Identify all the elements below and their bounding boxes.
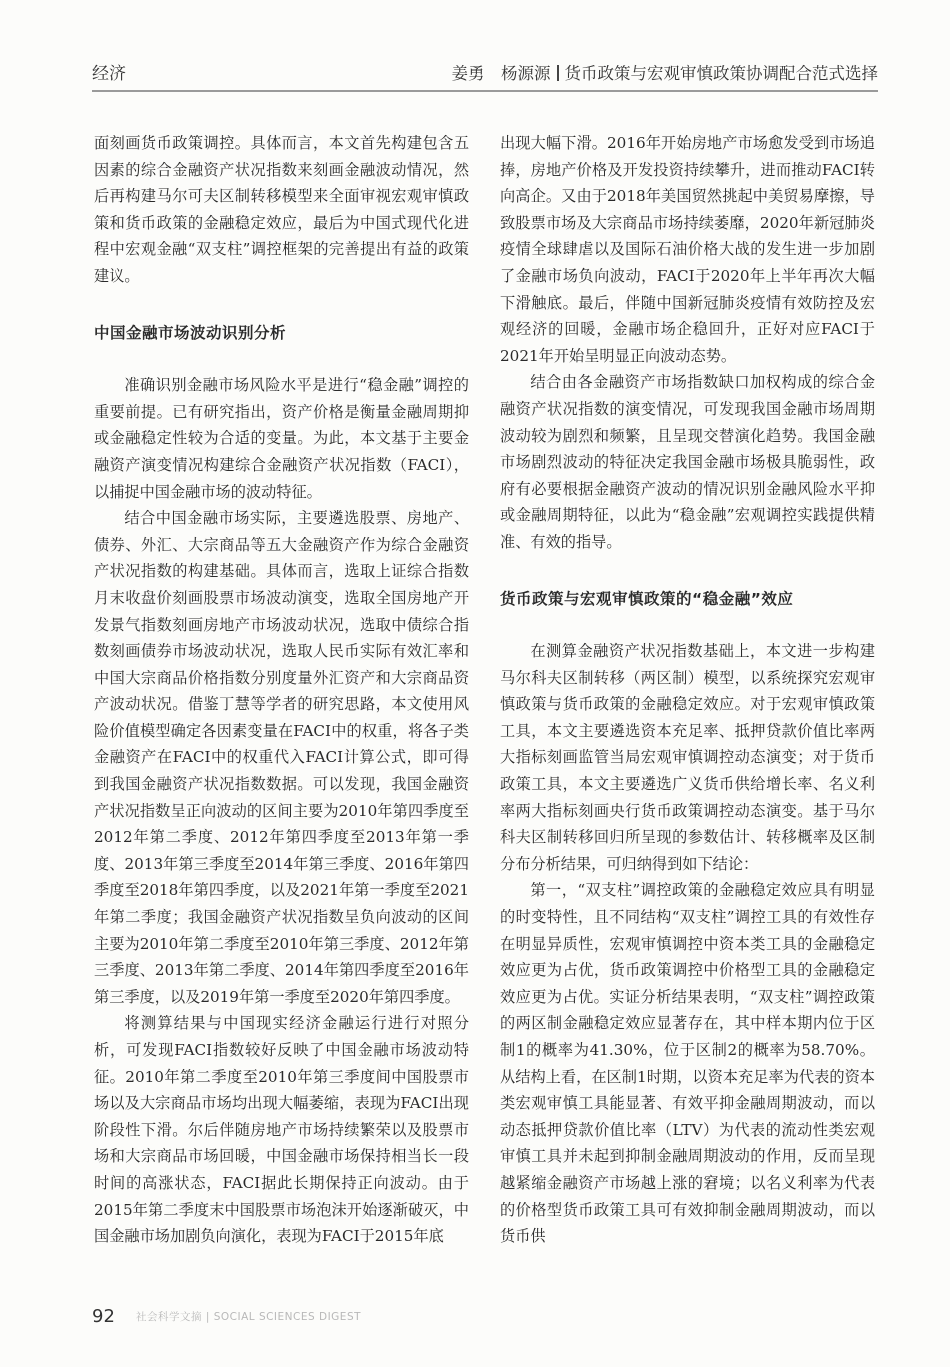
- paragraph: 在测算金融资产状况指数基础上，本文进一步构建马尔科夫区制转移（两区制）模型，以系统探究宏观审慎政策与货币政策的金融稳定效应。对于宏观审慎政策工具，本文主要遴选资本充足率、抵押贷款价值比率两大指标刻画监管当局宏观审慎调控动态演变；对于货币政策工具，本文主要遴选广义货币供给增长率、名义利率两大指标刻画央行货币政策调控动态演变。基于马尔科夫区制转移回归所呈现的参数估计、转移概率及区制分布分析结果，可归纳得到如下结论：: [500, 642, 875, 873]
- journal-name: 社会科学文摘 | SOCIAL SCIENCES DIGEST: [136, 1311, 362, 1323]
- header-separator: [557, 65, 559, 81]
- paragraph: 第一，“双支柱”调控政策的金融稳定效应具有明显的时变特性，且不同结构“双支柱”调控工具的有效性存在明显异质性，宏观审慎调控中资本类工具的金融稳定效应更为占优，货币政策调控中价格型工具的金融稳定效应更为占优。实证分析结果表明，“双支柱”调控政策的两区制金融稳定效应显著存在，其中样本期内位于区制1的概率为41.30%，位于区制2的概率为58.70%。从结构上看，在区制1时期，以资本充足率为代表的资本类宏观审慎工具能显著、有效平抑金融周期波动，而以动态抵押贷款价值比率（LTV）为代表的流动性类宏观审慎工具并未起到抑制金融周期波动的作用，反而呈现越紧缩金融资产市场越上涨的窘境；以名义利率为代表的价格型货币政策工具可有效抑制金融周期波动，而以货币供: [500, 881, 875, 1246]
- paragraph: 面刻画货币政策调控。具体而言，本文首先构建包含五因素的综合金融资产状况指数来刻画金融波动情况，然后再构建马尔可夫区制转移模型来全面审视宏观审慎政策和货币政策的金融稳定效应，最后为中国式现代化进程中宏观金融“双支柱”调控框架的完善提出有益的政策建议。: [94, 134, 469, 285]
- paragraph: 结合中国金融市场实际，主要遴选股票、房地产、债券、外汇、大宗商品等五大金融资产作为综合金融资产状况指数的构建基础。具体而言，选取上证综合指数月末收盘价刻画股票市场波动演变，选取全国房地产开发景气指数刻画房地产市场波动状况，选取中债综合指数刻画债券市场波动状况，选取人民币实际有效汇率和中国大宗商品价格指数分别度量外汇资产和大宗商品资产波动状况。借鉴丁慧等学者的研究思路，本文使用风险价值模型确定各因素变量在FACI中的权重，将各子类金融资产在FACI中的权重代入FACI计算公式，即可得到我国金融资产状况指数数据。可以发现，我国金融资产状况指数呈正向波动的区间主要为2010年第四季度至2012年第二季度、2012年第四季度至2013年第一季度、2013年第三季度至2014年第三季度、2016年第四季度至2018年第四季度，以及2021年第一季度至2021年第二季度；我国金融资产状况指数呈负向波动的区间主要为2010年第二季度至2010年第三季度、2012年第三季度、2013年第二季度、2014年第四季度至2016年第三季度，以及2019年第一季度至2020年第四季度。: [94, 509, 469, 1006]
- section-heading: 货币政策与宏观审慎政策的“稳金融”效应: [500, 589, 794, 608]
- header-authors: 姜勇 杨源源: [451, 64, 551, 83]
- right-column: [500, 130, 875, 1250]
- paragraph: 将测算结果与中国现实经济金融运行进行对照分析，可发现FACI指数较好反映了中国金融市场波动特征。2010年第二季度至2010年第三季度间中国股票市场以及大宗商品市场均出现大幅萎缩，表现为FACI出现阶段性下滑。尔后伴随房地产市场持续繁荣以及股票市场和大宗商品市场回暖，中国金融市场保持相当长一段时间的高涨状态，FACI据此长期保持正向波动。由于2015年第二季度末中国股票市场泡沫开始逐渐破灭，中国金融市场加剧负向演化，表现为FACI于2015年底: [94, 1014, 469, 1246]
- section-label: 经济: [92, 64, 126, 84]
- paragraph: 结合由各金融资产市场指数缺口加权构成的综合金融资产状况指数的演变情况，可发现我国金融市场周期波动较为剧烈和频繁，且呈现交替演化趋势。我国金融市场剧烈波动的特征决定我国金融市场极具脆弱性，政府有必要根据金融资产波动的情况识别金融风险水平抑或金融周期特征，以此为“稳金融”宏观调控实践提供精准、有效的指导。: [500, 373, 875, 551]
- left-column: [94, 130, 469, 1250]
- section-heading: 中国金融市场波动识别分析: [94, 323, 287, 342]
- running-header: [92, 56, 878, 92]
- paragraph: 出现大幅下滑。2016年开始房地产市场愈发受到市场追捧，房地产价格及开发投资持续攀升，进而推动FACI转向高企。又由于2018年美国贸然挑起中美贸易摩擦，导致股票市场及大宗商品市场持续萎靡，2020年新冠肺炎疫情全球肆虐以及国际石油价格大战的发生进一步加剧了金融市场负向波动，FACI于2020年上半年再次大幅下滑触底。最后，伴随中国新冠肺炎疫情有效防控及宏观经济的回暖，金融市场企稳回升，正好对应FACI于2021年开始呈明显正向波动态势。: [500, 134, 875, 365]
- page-footer: [92, 1306, 361, 1332]
- header-article-info: [452, 60, 879, 84]
- paragraph: 准确识别金融市场风险水平是进行“稳金融”调控的重要前提。已有研究指出，资产价格是衡量金融周期抑或金融稳定性较为合适的变量。为此，本文基于主要金融资产演变情况构建综合金融资产状况指数（FACI），以捕捉中国金融市场的波动特征。: [94, 376, 469, 501]
- page-number: 92: [92, 1306, 115, 1327]
- header-article-title: 货币政策与宏观审慎政策协调配合范式选择: [564, 64, 878, 83]
